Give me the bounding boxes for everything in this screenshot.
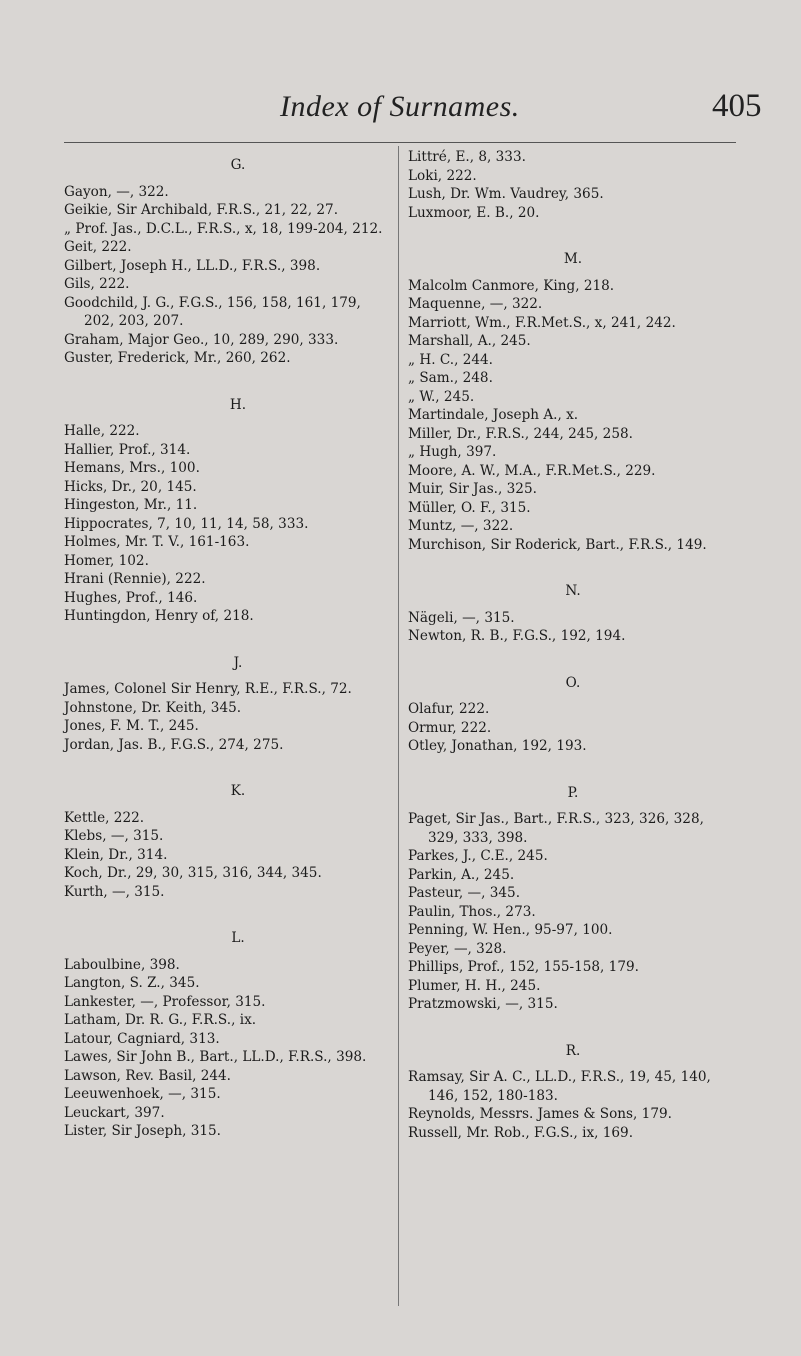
- section-gap: [64, 626, 392, 646]
- index-entry: Guster, Frederick, Mr., 260, 262.: [64, 350, 291, 366]
- index-entry: Geit, 222.: [64, 239, 132, 255]
- section-gap: [64, 754, 392, 774]
- section-gap: [408, 646, 738, 666]
- section-letter: N.: [565, 583, 581, 599]
- section-gap: [408, 554, 738, 574]
- index-entry: Latham, Dr. R. G., F.R.S., ix.: [64, 1012, 257, 1028]
- index-entry: Klein, Dr., 314.: [64, 846, 168, 863]
- section-gap: [408, 1014, 738, 1034]
- index-entry: Hallier, Prof., 314.: [64, 441, 191, 458]
- index-entry: Paulin, Thos., 273.: [408, 903, 536, 920]
- index-section: [408, 1014, 738, 1143]
- index-entry: James, Colonel Sir Henry, R.E., F.R.S., 72.: [64, 681, 352, 697]
- index-entry: Miller, Dr., F.R.S., 244, 245, 258.: [408, 425, 633, 442]
- section-letter: K.: [230, 783, 246, 799]
- index-entry: Langton, S. Z., 345.: [64, 975, 200, 991]
- index-entry: Holmes, Mr. T. V., 161-163.: [64, 534, 250, 550]
- index-entry: Leeuwenhoek, —, 315.: [64, 1086, 221, 1102]
- index-entry: Halle, 222.: [64, 423, 140, 439]
- index-entry: Hicks, Dr., 20, 145.: [64, 478, 197, 495]
- index-entry: Hrani (Rennie), 222.: [64, 571, 206, 587]
- index-entry: Phillips, Prof., 152, 155-158, 179.: [408, 959, 639, 975]
- index-entry: „ Sam., 248.: [408, 370, 493, 386]
- index-entry: Parkes, J., C.E., 245.: [408, 848, 548, 864]
- index-entry: Hemans, Mrs., 100.: [64, 460, 200, 476]
- index-entry: Hippocrates, 7, 10, 11, 14, 58, 333.: [64, 515, 309, 532]
- section-letter: L.: [231, 930, 245, 946]
- section-gap: [64, 368, 392, 388]
- index-entry: Malcolm Canmore, King, 218.: [408, 277, 615, 294]
- index-entry: Newton, R. B., F.G.S., 192, 194.: [408, 628, 626, 644]
- index-entry: Maquenne, —, 322.: [408, 296, 543, 312]
- section-letter: M.: [563, 251, 583, 267]
- index-entry: Laboulbine, 398.: [64, 956, 180, 973]
- index-entry: Goodchild, J. G., F.G.S., 156, 158, 161, 179, 202, 203, 207.: [64, 294, 361, 329]
- index-entry: Ramsay, Sir A. C., LL.D., F.R.S., 19, 45, 140, 146, 152, 180-183.: [408, 1069, 711, 1104]
- index-entry: Lawes, Sir John B., Bart., LL.D., F.R.S., 398.: [64, 1049, 367, 1065]
- index-entry: Marriott, Wm., F.R.Met.S., x, 241, 242.: [408, 314, 676, 331]
- index-entry: Hingeston, Mr., 11.: [64, 497, 198, 513]
- index-entry: Plumer, H. H., 245.: [408, 977, 541, 994]
- index-entry: „ Prof. Jas., D.C.L., F.R.S., x, 18, 199-204, 212.: [64, 220, 383, 237]
- index-section: [64, 626, 392, 755]
- right-column: [408, 148, 738, 1142]
- index-entry: Muntz, —, 322.: [408, 518, 514, 534]
- index-entry: Murchison, Sir Roderick, Bart., F.R.S., 149.: [408, 536, 707, 553]
- index-entry: „ W., 245.: [408, 388, 475, 405]
- index-entry: Kettle, 222.: [64, 809, 145, 826]
- index-entry: Leuckart, 397.: [64, 1104, 165, 1121]
- index-entry: Luxmoor, E. B., 20.: [408, 204, 540, 221]
- section-letter: J.: [233, 654, 243, 671]
- index-entry: Gilbert, Joseph H., LL.D., F.R.S., 398.: [64, 257, 321, 274]
- index-entry: Reynolds, Messrs. James & Sons, 179.: [408, 1106, 672, 1122]
- left-column: [64, 148, 392, 1141]
- index-entry: Klebs, —, 315.: [64, 828, 164, 844]
- index-entry: Lankester, —, Professor, 315.: [64, 993, 266, 1010]
- index-entry: Pasteur, —, 345.: [408, 885, 521, 901]
- index-entry: Lawson, Rev. Basil, 244.: [64, 1067, 231, 1084]
- section-gap: [408, 222, 738, 242]
- index-entry: Kurth, —, 315.: [64, 883, 165, 900]
- index-section: [408, 148, 738, 222]
- index-section: [64, 901, 392, 1141]
- section-letter: P.: [567, 784, 579, 801]
- section-gap: [64, 901, 392, 921]
- index-entry: Peyer, —, 328.: [408, 940, 507, 957]
- index-entry: Johnstone, Dr. Keith, 345.: [64, 699, 242, 716]
- index-entry: Geikie, Sir Archibald, F.R.S., 21, 22, 27.: [64, 202, 339, 218]
- section-gap: [408, 756, 738, 776]
- index-section: [408, 646, 738, 756]
- index-entry: Muir, Sir Jas., 325.: [408, 481, 537, 497]
- index-entry: „ H. C., 244.: [408, 351, 494, 368]
- header-rule: [64, 142, 736, 143]
- index-entry: Hughes, Prof., 146.: [64, 589, 198, 606]
- index-entry: Graham, Major Geo., 10, 289, 290, 333.: [64, 331, 339, 348]
- index-entry: Pratzmowski, —, 315.: [408, 996, 558, 1012]
- index-section: [64, 754, 392, 901]
- index-entry: „ Hugh, 397.: [408, 444, 497, 460]
- page-title: Index of Surnames.: [280, 90, 520, 123]
- index-entry: Paget, Sir Jas., Bart., F.R.S., 323, 326, 328, 329, 333, 398.: [408, 811, 704, 846]
- index-entry: Koch, Dr., 29, 30, 315, 316, 344, 345.: [64, 865, 322, 881]
- index-entry: Russell, Mr. Rob., F.G.S., ix, 169.: [408, 1124, 634, 1141]
- index-entry: Moore, A. W., M.A., F.R.Met.S., 229.: [408, 462, 656, 479]
- section-letter: R.: [565, 1042, 581, 1059]
- index-section: [408, 756, 738, 1014]
- section-letter: G.: [230, 157, 246, 173]
- index-entry: Ormur, 222.: [408, 719, 492, 736]
- index-entry: Martindale, Joseph A., x.: [408, 407, 579, 423]
- index-entry: Loki, 222.: [408, 167, 477, 184]
- index-entry: Gayon, —, 322.: [64, 183, 169, 200]
- index-entry: Littré, E., 8, 333.: [408, 149, 526, 165]
- index-entry: Otley, Jonathan, 192, 193.: [408, 738, 587, 754]
- index-section: [64, 368, 392, 626]
- index-entry: Olafur, 222.: [408, 701, 490, 717]
- index-entry: Gils, 222.: [64, 276, 130, 292]
- index-entry: Lush, Dr. Wm. Vaudrey, 365.: [408, 186, 604, 202]
- index-entry: Homer, 102.: [64, 552, 149, 569]
- index-entry: Jordan, Jas. B., F.G.S., 274, 275.: [64, 736, 284, 753]
- index-entry: Huntingdon, Henry of, 218.: [64, 608, 254, 624]
- index-entry: Latour, Cagniard, 313.: [64, 1030, 220, 1047]
- index-entry: Penning, W. Hen., 95-97, 100.: [408, 922, 613, 938]
- running-head: [0, 90, 801, 130]
- section-letter: H.: [229, 396, 247, 413]
- index-entry: Parkin, A., 245.: [408, 866, 515, 883]
- page-number: 405: [712, 88, 762, 124]
- section-letter: O.: [565, 674, 581, 691]
- index-entry: Müller, O. F., 315.: [408, 499, 531, 516]
- index-entry: Marshall, A., 245.: [408, 333, 531, 349]
- index-entry: Lister, Sir Joseph, 315.: [64, 1123, 222, 1139]
- index-section: [64, 156, 392, 368]
- column-divider: [398, 146, 399, 1306]
- index-section: [408, 554, 738, 646]
- index-section: [408, 222, 738, 554]
- index-entry: Jones, F. M. T., 245.: [64, 718, 199, 734]
- index-entry: Nägeli, —, 315.: [408, 609, 515, 626]
